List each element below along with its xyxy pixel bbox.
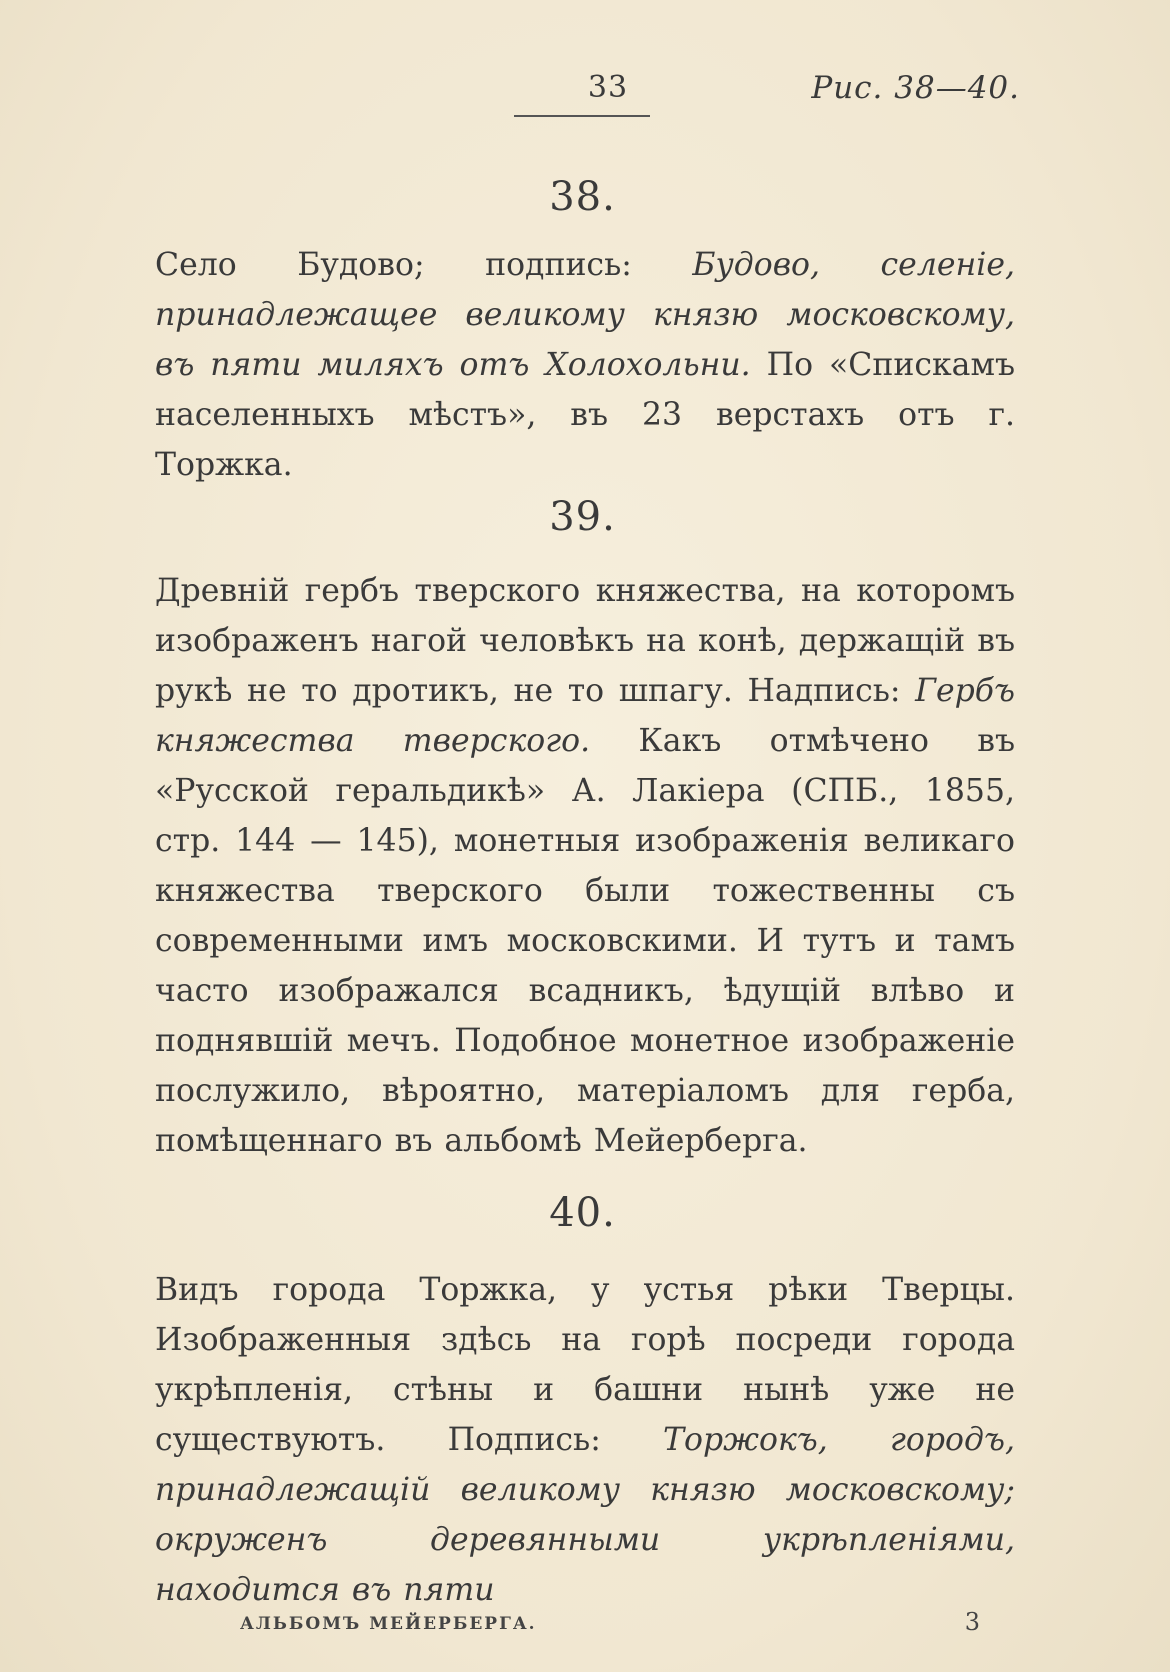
entry-text-40 [155, 1265, 1015, 1615]
italic-caption-text: Торжокъ, городъ, принадлежащій великому князю московскому; окруженъ деревянными укрѣпленіями, находится въ пяти [155, 1422, 1015, 1608]
figure-reference: Рис. 38—40. [811, 70, 1020, 106]
entry-number-39: 39. [549, 494, 616, 540]
body-text: Древній гербъ тверского княжества, на которомъ изображенъ нагой человѣкъ на конѣ, держащій въ рукѣ не то дротикъ, не то шпагу. Надпись: [155, 573, 1015, 709]
body-text: Какъ отмѣчено въ «Русской геральдикѣ» А. Лакіера (СПБ., 1855, стр. 144 — 145), монетныя изображенія великаго княжества тверского были тожественны съ современными имъ московскими. И тутъ и тамъ часто изображался всадникъ, ѣдущій влѣво и поднявшій мечъ. Подобное монетное изображеніе послужило, вѣроятно, матеріаломъ для герба, помѣщеннаго въ альбомѣ Мейерберга. [155, 723, 1015, 1159]
page-number: 33 [587, 70, 629, 105]
entry-number-38: 38. [549, 174, 616, 220]
entry-text-39 [155, 566, 1015, 1166]
running-header [145, 70, 1020, 116]
body-text: Видъ города Торжка, у устья рѣки Тверцы. Изображенныя здѣсь на горѣ посреди города укрѣпленія, стѣны и башни нынѣ уже не существуютъ. Подпись: [155, 1272, 1015, 1458]
italic-caption-text: Будово, селеніе, принадлежащее великому князю московскому, въ пяти миляхъ отъ Холохольни. [155, 247, 1015, 383]
entry-number-40: 40. [549, 1190, 616, 1236]
footer-book-title: АЛЬБОМЪ МЕЙЕРБЕРГА. [240, 1614, 537, 1634]
italic-caption-text: Гербъ княжества тверского. [155, 673, 1015, 759]
printer-signature-mark: 3 [964, 1608, 980, 1636]
header-rule [514, 115, 650, 117]
entry-text-38 [155, 240, 1015, 490]
body-text: По «Спискамъ населенныхъ мѣстъ», въ 23 верстахъ отъ г. Торжка. [155, 347, 1015, 483]
body-text: Село Будово; подпись: [155, 247, 693, 283]
page-footer [240, 1608, 980, 1644]
